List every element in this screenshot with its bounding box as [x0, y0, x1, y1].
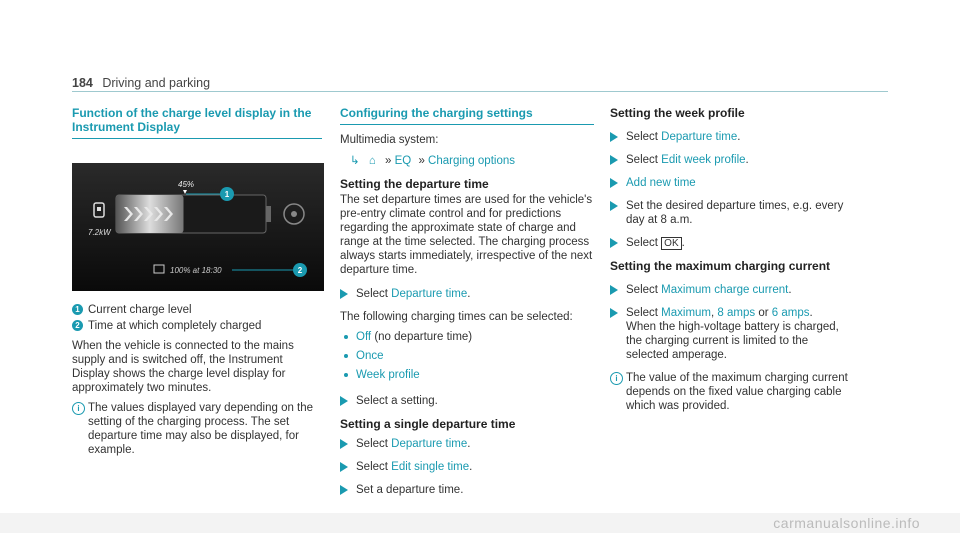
step: Select Departure time. [610, 130, 850, 144]
step: Set the desired departure times, e.g. every day at 8 a.m. [610, 199, 850, 227]
watermark-bar [0, 513, 960, 533]
subtitle-max-current: Setting the maximum charging current [610, 259, 831, 273]
list-item: Off (no departure time) [340, 330, 594, 344]
step-arrow-icon [610, 238, 618, 248]
system-label: Multimedia system: [340, 134, 439, 146]
step-arrow-icon [610, 285, 618, 295]
menu-charging-options: Charging options [428, 155, 515, 167]
section-title-charge-display: Function of the charge level display in the Instrument Display [72, 106, 322, 139]
column-week-profile [610, 106, 850, 419]
step: Select Edit week profile. [610, 153, 850, 167]
next-icon: » [418, 155, 425, 167]
legend-item-2: 2 Time at which completely charged [72, 319, 322, 333]
charge-display-graphic [72, 163, 324, 291]
watermark-text: carmanualsonline.info [773, 515, 920, 531]
page-number: 184 [72, 76, 93, 90]
charge-power-text: 7.2kW [88, 228, 111, 237]
step-arrow-icon [340, 289, 348, 299]
info-icon: i [610, 372, 623, 385]
step: Select Edit single time. [340, 460, 594, 474]
subtitle-single-departure: Setting a single departure time [340, 417, 516, 431]
step-arrow-icon [340, 462, 348, 472]
following-text: The following charging times can be selected: [340, 311, 573, 323]
step-arrow-icon [340, 439, 348, 449]
svg-text:2: 2 [297, 266, 303, 275]
charge-display-description: When the vehicle is connected to the mains supply and is switched off, the Instrument Display shows the charge level display for approximately two minutes. [72, 340, 294, 394]
step: Select Departure time. [340, 287, 594, 301]
list-item: Week profile [340, 368, 594, 382]
step: Select Maximum charge current. [610, 283, 850, 297]
step-arrow-icon [340, 485, 348, 495]
column-charging-settings [340, 106, 594, 506]
charge-status-text: 100% at 18:30 [170, 266, 222, 275]
list-item: Once [340, 349, 594, 363]
next-icon: » [385, 155, 392, 167]
subtitle-departure-time: Setting the departure time [340, 177, 489, 191]
home-icon: ⌂ [368, 155, 376, 167]
step: Set a departure time. [340, 483, 594, 497]
instrument-display-image [72, 163, 324, 291]
ok-key: OK [661, 237, 681, 250]
info-icon: i [72, 402, 85, 415]
charge-level-fill [116, 195, 184, 233]
step: Select Departure time. [340, 437, 594, 451]
header-rule [72, 91, 888, 92]
menu-eq: EQ [394, 155, 412, 167]
step: Add new time [610, 176, 850, 190]
column-charge-display [72, 106, 322, 463]
turn-arrow-icon: ↳ [350, 155, 360, 167]
svg-text:1: 1 [224, 190, 230, 199]
step-arrow-icon [340, 396, 348, 406]
charge-percent-text: 45% [178, 180, 195, 189]
step-arrow-icon [610, 308, 618, 318]
step-arrow-icon [610, 178, 618, 188]
step: Select Maximum, 8 amps or 6 amps. When the high-voltage battery is charged, the charging current is limited to the selected amperage. [610, 306, 850, 362]
menu-path [340, 153, 594, 169]
step: Select a setting. [340, 394, 594, 408]
section-name: Driving and parking [102, 76, 211, 90]
note: i The values displayed vary depending on the setting of the charging process. The set departure time may also be displayed, for example. [72, 401, 322, 457]
subtitle-week-profile: Setting the week profile [610, 106, 745, 120]
step-arrow-icon [610, 201, 618, 211]
step: Select OK . [610, 236, 850, 250]
step-arrow-icon [610, 132, 618, 142]
legend-item-1: 1 Current charge level [72, 303, 322, 317]
page-header [72, 76, 210, 90]
step-arrow-icon [610, 155, 618, 165]
departure-description: The set departure times are used for the vehicle's pre-entry climate control and for predictions regarding the approximate state of charge and range at the time selected. The charging process always starts immediately, irrespective of the next departure time. [340, 194, 593, 276]
note: i The value of the maximum charging current depends on the fixed value charging cable which was provided. [610, 371, 850, 413]
section-title-charging-settings: Configuring the charging settings [340, 106, 594, 125]
